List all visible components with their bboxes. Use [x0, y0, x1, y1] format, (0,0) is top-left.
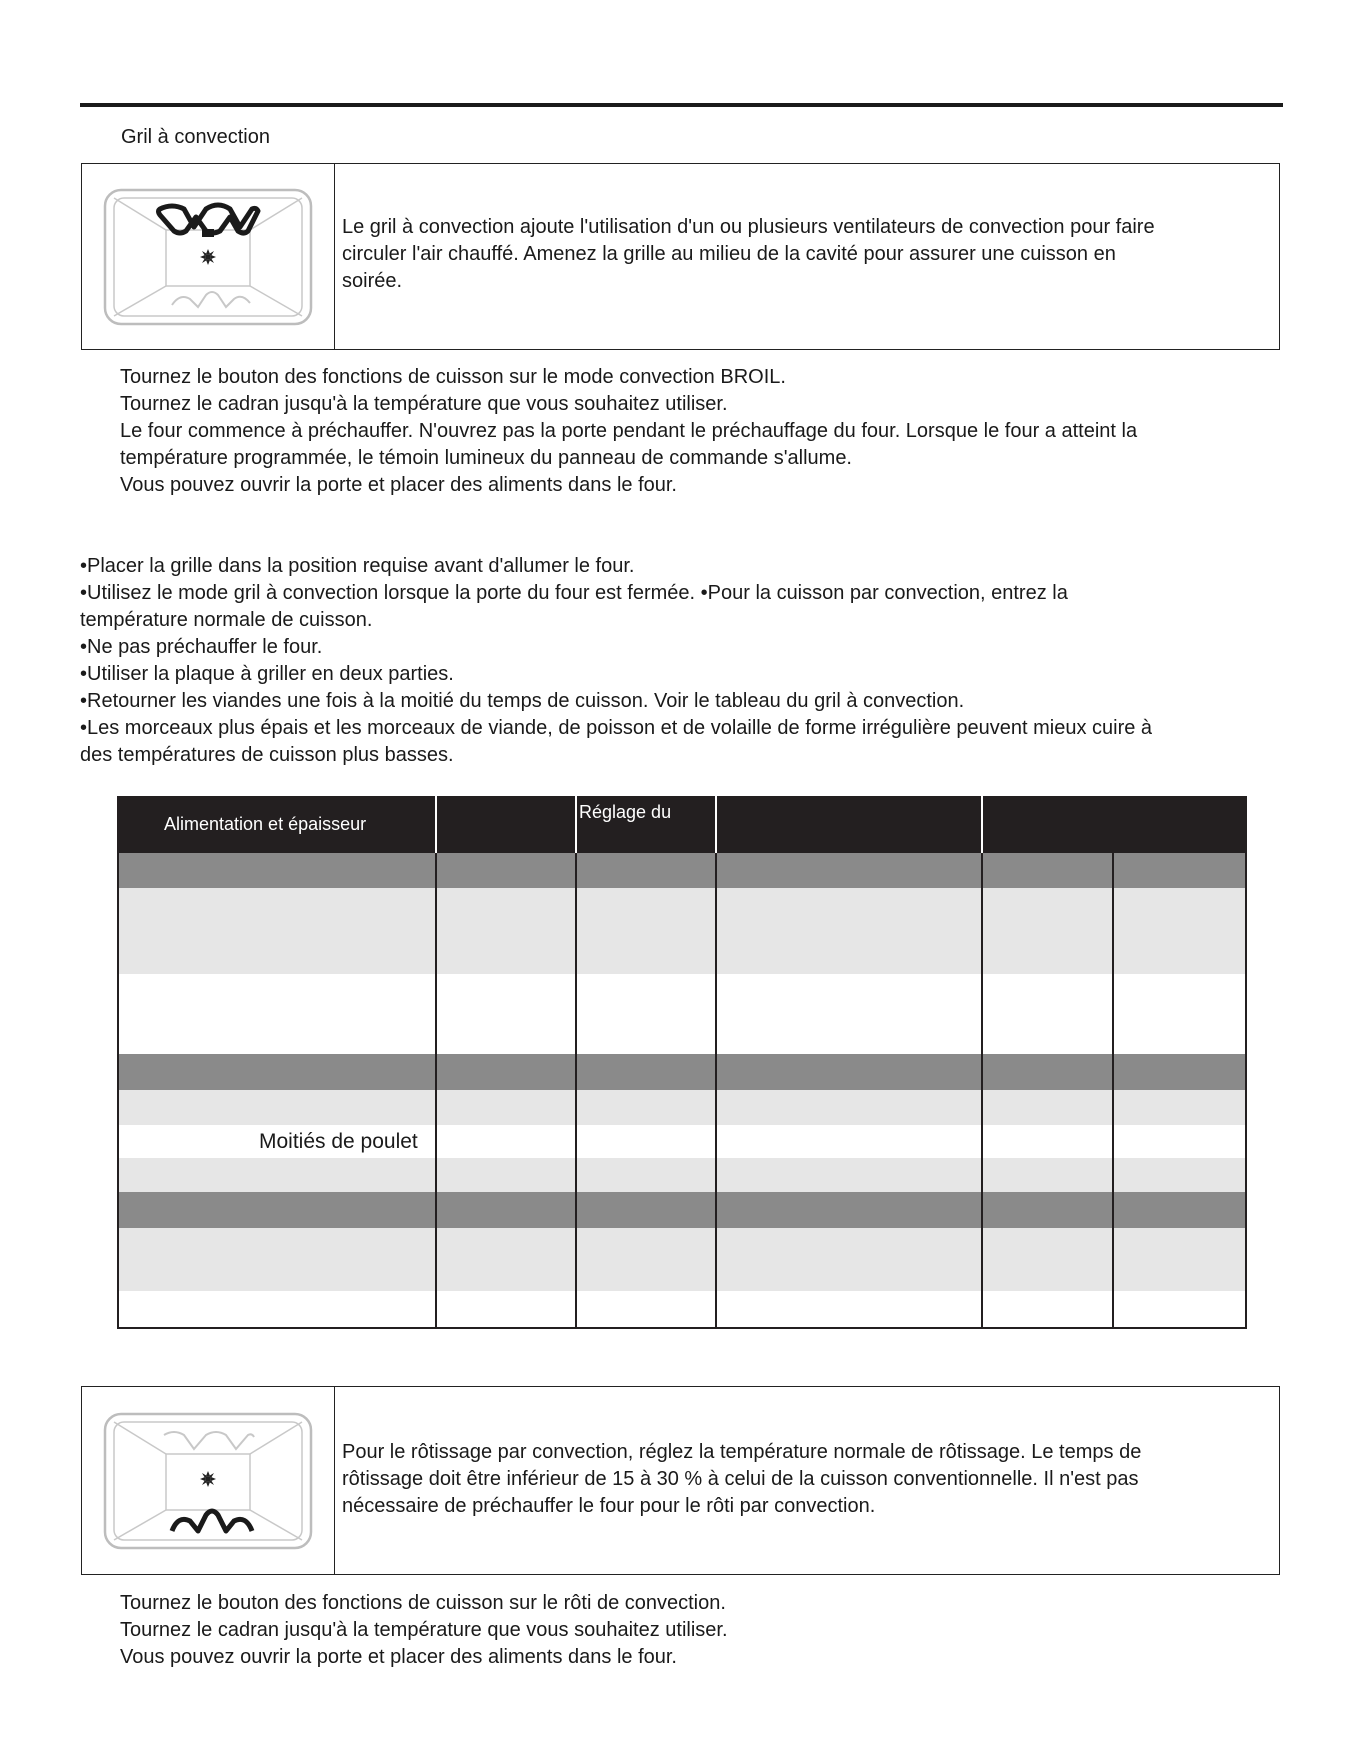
convection-broil-box — [81, 163, 1280, 350]
column-divider — [575, 796, 577, 853]
section-title: Gril à convection — [121, 126, 270, 148]
column-divider — [715, 853, 717, 1329]
column-divider — [981, 796, 983, 853]
table-border-right — [1245, 796, 1247, 1329]
tip-line: •Ne pas préchauffer le four. — [80, 636, 323, 658]
table-row — [117, 1291, 1247, 1329]
header-food-thickness: Alimentation et épaisseur — [164, 814, 367, 834]
tip-line: •Les morceaux plus épais et les morceaux de viande, de poisson et de volaille de forme irrégulière peuvent mieux cuire à — [80, 717, 1153, 739]
tip-line: •Utiliser la plaque à griller en deux parties. — [80, 663, 454, 685]
step-line: Vous pouvez ouvrir la porte et placer des aliments dans le four. — [120, 1646, 677, 1668]
icon-cell — [82, 1387, 335, 1574]
broil-description — [342, 214, 1259, 295]
column-divider — [575, 853, 577, 1329]
step-line: Tournez le cadran jusqu'à la température que vous souhaitez utiliser. — [120, 393, 728, 415]
table-cell-chicken-halves: Moitiés de poulet — [259, 1130, 418, 1153]
step-line: Tournez le bouton des fonctions de cuisson sur le rôti de convection. — [120, 1592, 726, 1614]
table-row — [117, 1228, 1247, 1291]
table-row — [117, 1090, 1247, 1125]
convection-roast-box — [81, 1386, 1280, 1575]
convection-broil-table — [117, 796, 1247, 1329]
icon-cell — [82, 164, 335, 349]
step-line: Tournez le bouton des fonctions de cuisson sur le mode convection BROIL. — [120, 366, 786, 388]
table-row — [117, 853, 1247, 888]
tip-line: des températures de cuisson plus basses. — [80, 744, 454, 766]
column-divider — [435, 796, 437, 853]
roast-steps — [120, 1590, 728, 1671]
step-line: Vous pouvez ouvrir la porte et placer des aliments dans le four. — [120, 474, 677, 496]
table-row — [117, 888, 1247, 974]
broil-steps — [120, 364, 1137, 499]
roast-description-line: Pour le rôtissage par convection, réglez la température normale de rôtissage. Le temps de — [342, 1441, 1142, 1463]
table-row — [117, 1054, 1247, 1090]
table-border-bottom — [117, 1327, 1247, 1329]
tips-list — [80, 553, 1152, 769]
tip-line: •Retourner les viandes une fois à la moitié du temps de cuisson. Voir le tableau du gril à convection. — [80, 690, 965, 712]
top-rule — [80, 103, 1283, 107]
broil-description-line: soirée. — [342, 270, 403, 292]
table-border-left — [117, 796, 119, 1329]
table-row — [117, 974, 1247, 1054]
tip-line: •Placer la grille dans la position requise avant d'allumer le four. — [80, 555, 635, 577]
oven-convection-roast-icon — [102, 1411, 314, 1551]
oven-convection-broil-icon — [102, 187, 314, 327]
step-line: Le four commence à préchauffer. N'ouvrez pas la porte pendant le préchauffage du four. Lorsque le four a atteint la — [120, 420, 1138, 442]
table-row — [117, 1158, 1247, 1192]
roast-description-line: rôtissage doit être inférieur de 15 à 30 % à celui de la cuisson conventionnelle. Il n'est pas — [342, 1468, 1139, 1490]
tip-line: •Utilisez le mode gril à convection lorsque la porte du four est fermée. •Pour la cuisson par convection, entrez la — [80, 582, 1068, 604]
roast-description — [342, 1439, 1259, 1520]
step-line: température programmée, le témoin lumineux du panneau de commande s'allume. — [120, 447, 852, 469]
tip-line: température normale de cuisson. — [80, 609, 373, 631]
header-setting: Réglage du — [579, 802, 672, 822]
column-divider — [1112, 853, 1114, 1329]
column-divider — [981, 853, 983, 1329]
table-row — [117, 1192, 1247, 1228]
column-divider — [435, 853, 437, 1329]
step-line: Tournez le cadran jusqu'à la température que vous souhaitez utiliser. — [120, 1619, 728, 1641]
roast-description-line: nécessaire de préchauffer le four pour le rôti par convection. — [342, 1495, 876, 1517]
broil-description-line: circuler l'air chauffé. Amenez la grille au milieu de la cavité pour assurer une cuisson en — [342, 243, 1116, 265]
column-divider — [715, 796, 717, 853]
broil-description-line: Le gril à convection ajoute l'utilisation d'un ou plusieurs ventilateurs de convection pour faire — [342, 216, 1155, 238]
